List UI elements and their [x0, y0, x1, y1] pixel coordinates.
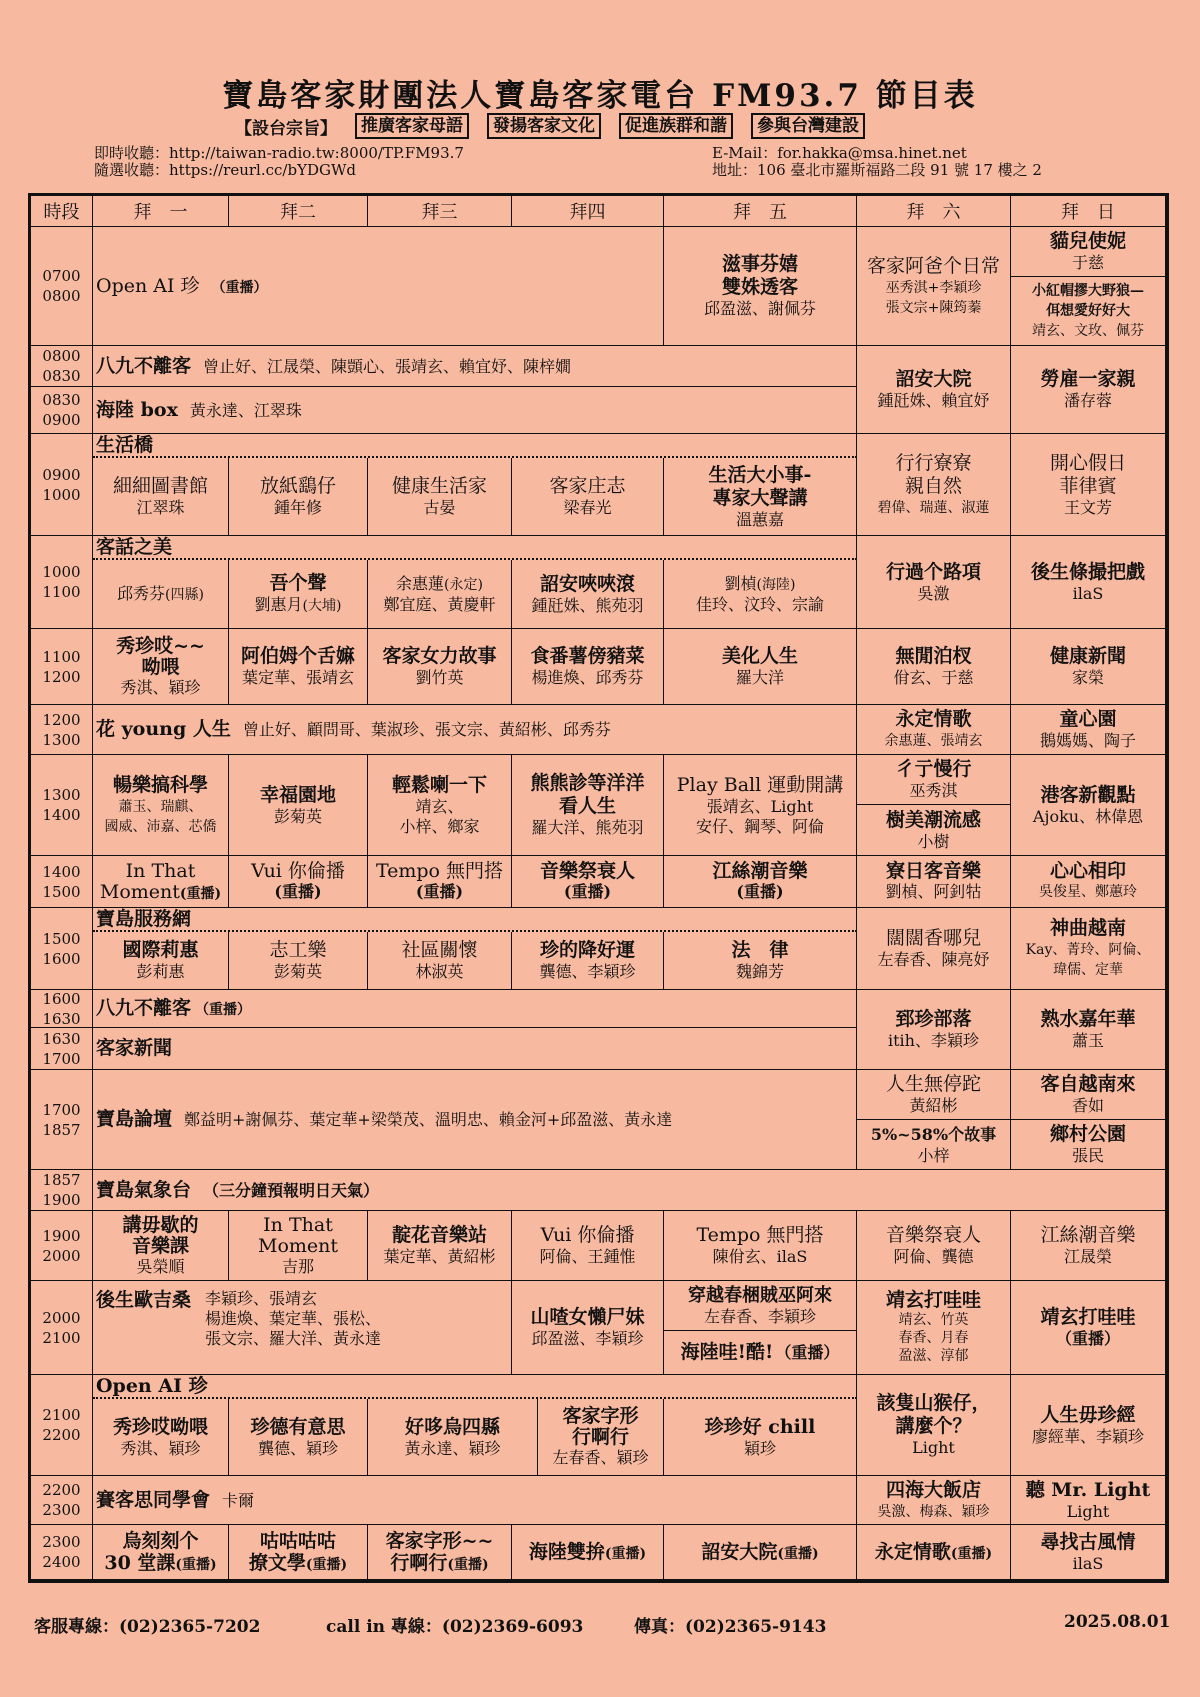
program-sun-0800[interactable]: 勞雇一家親 潘存蓉: [1011, 346, 1166, 434]
program-thu-1400[interactable]: 音樂祭衰人 (重播): [512, 856, 664, 908]
column-header: 拜三: [368, 196, 512, 227]
program-tue-1500[interactable]: 志工樂 彭菊英: [229, 932, 368, 990]
callin-phone: call in 專線：(02)2369-6093: [326, 1617, 584, 1637]
program-wed-0900[interactable]: 健康生活家 古晏: [368, 458, 512, 536]
time-slot: 1600 1630: [31, 990, 93, 1028]
program-mon-0900[interactable]: 細細圖書館 江翠珠: [93, 458, 229, 536]
program-openai-rerun[interactable]: Open AI 珍 （重播）: [93, 227, 664, 346]
time-slot: 1500 1600: [31, 908, 93, 990]
program-sun-1700a[interactable]: 客自越南來 香如: [1011, 1070, 1166, 1120]
program-row-1600[interactable]: 八九不離客 （重播）: [93, 990, 857, 1028]
band-open-ai: Open AI 珍: [93, 1375, 857, 1399]
column-header: 拜 六: [857, 196, 1011, 227]
on-demand-link[interactable]: 隨選收聽：https://reurl.cc/bYDGWd: [94, 161, 357, 179]
program-thu-1300[interactable]: 熊熊診等洋洋 看人生 羅大洋、熊苑羽: [512, 755, 664, 856]
program-sun-0900[interactable]: 開心假日 菲律賓 王文芳: [1011, 434, 1166, 536]
program-sat-1300a[interactable]: 彳亍慢行 巫秀淇: [857, 755, 1011, 805]
program-wed-1000[interactable]: 余惠蓮 (永定) 鄭宜庭、黃慶軒: [368, 560, 512, 629]
program-sat-0700[interactable]: 客家阿爸个日常 巫秀淇+李穎珍 張文宗+陳筠蓁: [857, 227, 1011, 346]
program-sat-1300b[interactable]: 樹美潮流感 小樹: [857, 805, 1011, 856]
program-wed-1400[interactable]: Tempo 無門搭 (重播): [368, 856, 512, 908]
time-slot: 0900 1000: [31, 434, 93, 536]
fax-number: 傳真：(02)2365-9143: [634, 1617, 827, 1637]
program-fri-2100[interactable]: 珍珍好 chill 穎珍: [664, 1399, 857, 1476]
mission-item: 推廣客家母語: [355, 113, 469, 139]
program-fri-1400[interactable]: 江絲潮音樂 (重播): [664, 856, 857, 908]
time-slot: 2200 2300: [31, 1476, 93, 1525]
program-fri-1300[interactable]: Play Ball 運動開講 張靖玄、Light 安仔、鋼琴、阿倫: [664, 755, 857, 856]
program-fri-1900[interactable]: Tempo 無門搭 陳佾玄、ilaS: [664, 1211, 857, 1281]
program-fri-2000b[interactable]: 海陸哇!酷! （重播）: [664, 1331, 857, 1375]
schedule-table: [28, 193, 1169, 1583]
program-tue-2100[interactable]: 珍德有意思 龔德、穎珍: [229, 1399, 368, 1476]
program-fri-2300[interactable]: 詔安大院 (重播): [664, 1525, 857, 1580]
stream-info: [94, 145, 464, 179]
program-thu-2300[interactable]: 海陸雙拚 (重播): [512, 1525, 664, 1580]
program-mon-1100[interactable]: 秀珍哎~~ 呦喂 秀淇、穎珍: [93, 629, 229, 705]
program-row-1857[interactable]: 寶島氣象台 （三分鐘預報明日天氣）: [93, 1170, 1166, 1211]
live-stream-link[interactable]: 即時收聽：http://taiwan-radio.tw:8000/TP.FM93.7: [94, 144, 464, 162]
program-sun-1100[interactable]: 健康新聞 家榮: [1011, 629, 1166, 705]
band-service-network: 寶島服務網: [93, 908, 857, 932]
program-sun-1000[interactable]: 後生條撮把戲 ilaS: [1011, 536, 1166, 629]
program-sun-2200[interactable]: 聽 Mr. Light Light: [1011, 1476, 1166, 1525]
program-tue-1300[interactable]: 幸福園地 彭菊英: [229, 755, 368, 856]
page-title: 寶島客家財團法人寶島客家電台 FM93.7 節目表: [222, 78, 978, 114]
program-sat-1200[interactable]: 永定情歌 余惠蓮、張靖玄: [857, 705, 1011, 755]
program-tue-0900[interactable]: 放紙鷂仔 鍾年修: [229, 458, 368, 536]
program-mon-2100[interactable]: 秀珍哎呦喂 秀淇、穎珍: [93, 1399, 229, 1476]
program-wed-1500[interactable]: 社區關懷 林淑英: [368, 932, 512, 990]
program-mon-2300[interactable]: 烏刻刻个 30 堂課 (重播): [93, 1525, 229, 1580]
program-sat-2100[interactable]: 該隻山猴仔， 講麼个？ Light: [857, 1375, 1011, 1476]
time-slot: 2000 2100: [31, 1281, 93, 1375]
program-thu-1100[interactable]: 食番薯傍豬菜 楊進煥、邱秀芬: [512, 629, 664, 705]
band-hakka-beauty: 客話之美: [93, 536, 857, 560]
program-fri-2000a[interactable]: 穿越春梱賊巫阿來 左春香、李穎珍: [664, 1281, 857, 1331]
program-wed-1100[interactable]: 客家女力故事 劉竹英: [368, 629, 512, 705]
program-sat-1100[interactable]: 無閒泊杈 佾玄、于慈: [857, 629, 1011, 705]
program-fri-1000[interactable]: 劉楨 (海陸) 佳玲、汶玲、宗諭: [664, 560, 857, 629]
program-mon-1300[interactable]: 暢樂搞科學 蕭玉、瑞麒、 國威、沛嘉、芯僑: [93, 755, 229, 856]
program-sat-1900[interactable]: 音樂祭衰人 阿倫、龔德: [857, 1211, 1011, 1281]
program-tue-1400[interactable]: Vui 你倫播 (重播): [229, 856, 368, 908]
program-wed-2300[interactable]: 客家字形~~ 行啊行 (重播): [368, 1525, 512, 1580]
program-sat-1000[interactable]: 行過个路項 吳激: [857, 536, 1011, 629]
program-sun-1300[interactable]: 港客新觀點 Ajoku、林偉恩: [1011, 755, 1166, 856]
program-row-1200[interactable]: 花 young 人生 曾止好、顧問哥、葉淑珍、張文宗、黃紹彬、邱秀芬: [93, 705, 857, 755]
program-thu-2000[interactable]: 山喳女懶尸妹 邱盈滋、李穎珍: [512, 1281, 664, 1375]
program-sat-2300[interactable]: 永定情歌 (重播): [857, 1525, 1011, 1580]
program-thu-2100[interactable]: 客家字形 行啊行 左春香、穎珍: [538, 1399, 664, 1476]
time-slot: 2300 2400: [31, 1525, 93, 1580]
program-wed-1900[interactable]: 靛花音樂站 葉定華、黃紹彬: [368, 1211, 512, 1281]
program-sat-1700b[interactable]: 5%~58%个故事 小梓: [857, 1120, 1011, 1170]
column-header: 拜 日: [1011, 196, 1166, 227]
program-tue-1000[interactable]: 吾个聲 劉惠月 (大埔): [229, 560, 368, 629]
program-sun-1700b[interactable]: 鄉村公園 張民: [1011, 1120, 1166, 1170]
program-row-1700[interactable]: 寶島論壇 鄭益明+謝佩芬、葉定華+梁榮茂、溫明忠、賴金河+邱盈滋、黃永達: [93, 1070, 857, 1170]
mission-item: 促進族群和諧: [619, 113, 733, 139]
program-fri-0700[interactable]: 滋事芬嬉 雙姝透客 邱盈滋、謝佩芬: [664, 227, 857, 346]
program-sun-1900[interactable]: 江絲潮音樂 江晟榮: [1011, 1211, 1166, 1281]
contact-info: [712, 145, 1042, 179]
mission-item: 參與台灣建設: [751, 113, 865, 139]
program-wed-1300[interactable]: 輕鬆喇一下 靖玄、 小梓、鄉家: [368, 755, 512, 856]
program-sat-0800[interactable]: 詔安大院 鍾瓩姝、賴宜妤: [857, 346, 1011, 434]
program-tue-2300[interactable]: 咕咕咕咕 撩文學 (重播): [229, 1525, 368, 1580]
time-slot: 1100 1200: [31, 629, 93, 705]
program-sun-0700b[interactable]: 小紅帽摎大野狼— 佴想愛好好大 靖玄、文玫、佩芬: [1011, 277, 1166, 346]
column-header: 拜 一: [93, 196, 229, 227]
program-fri-0900[interactable]: 生活大小事- 專家大聲講 溫蕙嘉: [664, 458, 857, 536]
program-mon-1000[interactable]: 邱秀芬 (四縣): [93, 560, 229, 629]
mission-label: 【設台宗旨】: [235, 118, 337, 139]
program-tue-1100[interactable]: 阿伯姆个舌嫲 葉定華、張靖玄: [229, 629, 368, 705]
program-thu-0900[interactable]: 客家庄志 梁春光: [512, 458, 664, 536]
email-text[interactable]: E-Mail：for.hakka@msa.hinet.net: [712, 144, 967, 162]
column-header: 拜 五: [664, 196, 857, 227]
program-row-0800[interactable]: 八九不離客 曾止好、江晟榮、陳顗心、張靖玄、賴宜妤、陳梓嫺: [93, 346, 857, 387]
time-slot: 1900 2000: [31, 1211, 93, 1281]
program-sun-2000[interactable]: 靖玄打哇哇 （重播）: [1011, 1281, 1166, 1375]
mission-item: 發揚客家文化: [487, 113, 601, 139]
service-phone: 客服專線：(02)2365-7202: [34, 1617, 261, 1637]
program-fri-1500[interactable]: 法 律 魏錦芳: [664, 932, 857, 990]
column-header: 時段: [31, 196, 93, 227]
column-header: 拜二: [229, 196, 368, 227]
program-wed-2100[interactable]: 好哆烏四縣 黃永達、穎珍: [368, 1399, 538, 1476]
program-sun-1500[interactable]: 神曲越南 Kay、菁玲、阿倫、 瑋儒、定華: [1011, 908, 1166, 990]
program-mon-1900[interactable]: 講毋歇的 音樂課 吳榮順: [93, 1211, 229, 1281]
program-sat-1600[interactable]: 郅珍部落 itih、李穎珍: [857, 990, 1011, 1070]
program-sat-2000[interactable]: 靖玄打哇哇 靖玄、竹英 春香、月春 盈滋、淳郁: [857, 1281, 1011, 1375]
column-header: 拜四: [512, 196, 664, 227]
time-slot: 2100 2200: [31, 1375, 93, 1476]
time-slot: 0700 0800: [31, 227, 93, 346]
time-slot: 1857 1900: [31, 1170, 93, 1211]
address-text: 地址：106 臺北市羅斯福路二段 91 號 17 樓之 2: [712, 161, 1042, 179]
program-sat-0900[interactable]: 行行寮寮 親自然 碧偉、瑞蓮、淑蓮: [857, 434, 1011, 536]
time-slot: 1400 1500: [31, 856, 93, 908]
program-fri-1100[interactable]: 美化人生 羅大洋: [664, 629, 857, 705]
program-sat-1400[interactable]: 寮日客音樂 劉楨、阿釗牯: [857, 856, 1011, 908]
program-sat-1700a[interactable]: 人生無停跎 黃紹彬: [857, 1070, 1011, 1120]
program-thu-1500[interactable]: 珍的降好運 龔德、李穎珍: [512, 932, 664, 990]
time-slot: 1300 1400: [31, 755, 93, 856]
program-sun-0700a[interactable]: 貓兒使妮 于慈: [1011, 227, 1166, 277]
program-row-2200[interactable]: 賽客思同學會 卡爾: [93, 1476, 857, 1525]
time-slot: 0800 0830: [31, 346, 93, 387]
program-mon-1400[interactable]: In That Moment (重播): [93, 856, 229, 908]
program-sun-1400[interactable]: 心心相印 吳俊星、鄭蕙玲: [1011, 856, 1166, 908]
program-thu-1000[interactable]: 詔安唊唊滾 鍾瓩姝、熊苑羽: [512, 560, 664, 629]
publish-date: 2025.08.01: [1064, 1612, 1171, 1632]
program-thu-1900[interactable]: Vui 你倫播 阿倫、王鍾惟: [512, 1211, 664, 1281]
time-slot: 1200 1300: [31, 705, 93, 755]
program-row-1630[interactable]: 客家新聞: [93, 1028, 857, 1070]
program-row-0830[interactable]: 海陸 box 黃永達、江翠珠: [93, 387, 857, 434]
time-slot: 1000 1100: [31, 536, 93, 629]
program-sun-2300[interactable]: 尋找古風情 ilaS: [1011, 1525, 1166, 1580]
program-sat-2200[interactable]: 四海大飯店 吳激、梅森、穎珍: [857, 1476, 1011, 1525]
program-tue-1900[interactable]: In That Moment 吉那: [229, 1211, 368, 1281]
program-sat-1500[interactable]: 闊闊香哪兒 左春香、陳亮妤: [857, 908, 1011, 990]
time-slot: 1700 1857: [31, 1070, 93, 1170]
program-sun-1200[interactable]: 童心園 鵝媽媽、陶子: [1011, 705, 1166, 755]
time-slot: 1630 1700: [31, 1028, 93, 1070]
program-sun-1600[interactable]: 熟水嘉年華 蕭玉: [1011, 990, 1166, 1070]
program-sun-2100[interactable]: 人生毋珍經 廖經華、李穎珍: [1011, 1375, 1166, 1476]
mission-statement: [235, 113, 865, 139]
band-life-bridge: 生活橋: [93, 434, 857, 458]
time-slot: 0830 0900: [31, 387, 93, 434]
program-mon-2000[interactable]: 後生歐吉桑 李穎珍、張靖玄 楊進煥、葉定華、張松、 張文宗、羅大洋、黃永達: [93, 1281, 512, 1375]
program-mon-1500[interactable]: 國際莉惠 彭莉惠: [93, 932, 229, 990]
